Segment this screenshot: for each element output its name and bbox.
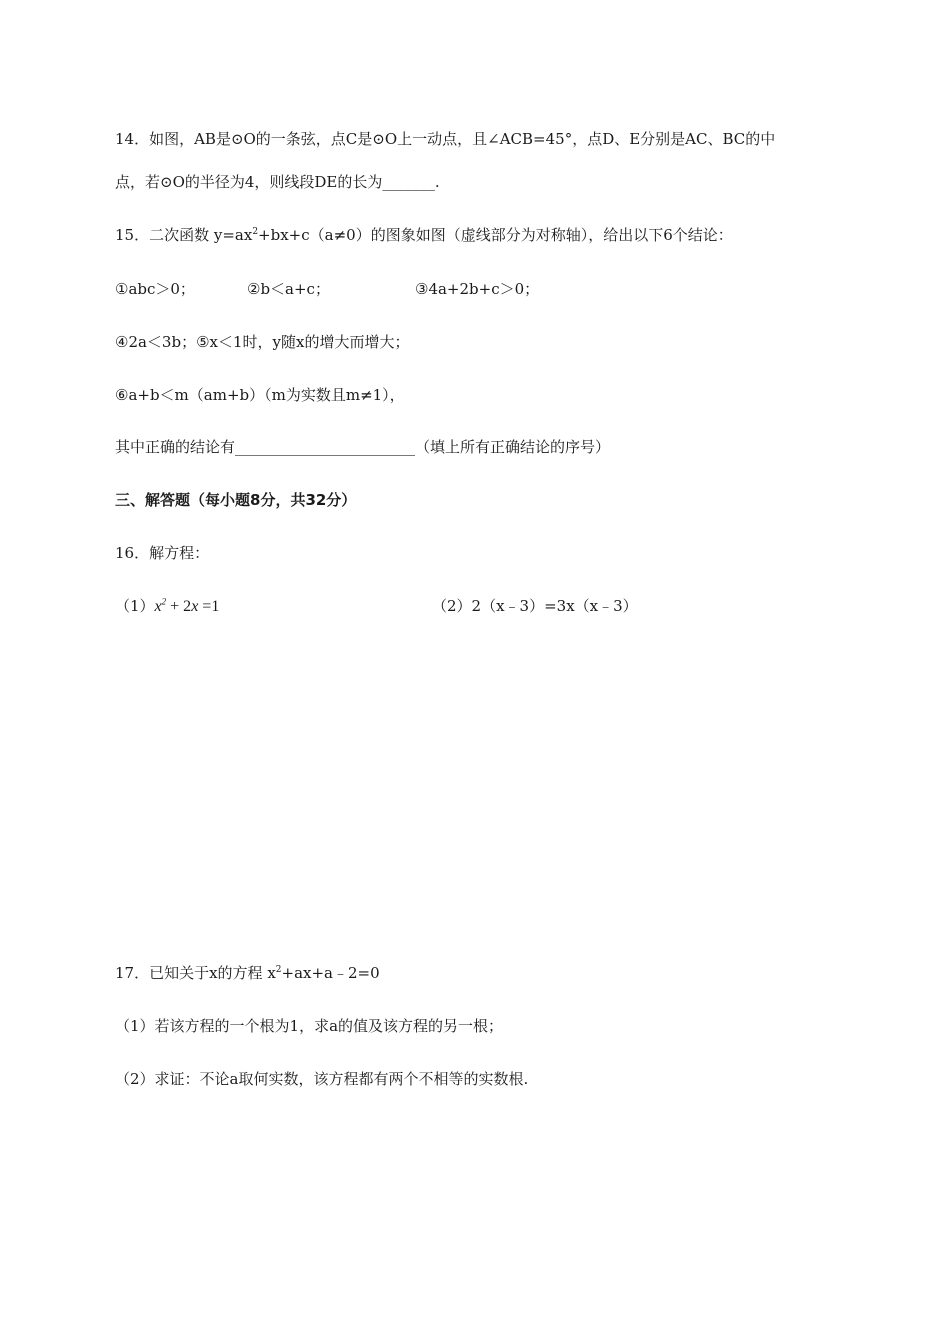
q17-stem-sup: 2 <box>275 965 282 975</box>
q17-part1: （1）若该方程的一个根为1，求a的值及该方程的另一根； <box>115 1017 504 1035</box>
q15-stem-post: +bx+c（a≠0）的图象如图（虚线部分为对称轴），给出以下6个结论： <box>258 226 733 244</box>
q15-stem <box>115 225 733 245</box>
q16-part1-plus-term: + 2 <box>166 598 192 615</box>
q17-stem-post: +ax+a﹣2=0 <box>281 964 380 982</box>
q16-part1-equation <box>155 598 220 615</box>
q14-line2: 点，若⊙O的半径为4，则线段DE的长为_______. <box>115 173 440 191</box>
q15-stem-sup: 2 <box>252 227 259 237</box>
q15-conclusion-3: ③4a+2b+c＞0； <box>415 280 540 298</box>
q16-part2: （2）2（x﹣3）=3x（x﹣3） <box>432 597 638 615</box>
q15-conclusion-1: ①abc＞0； <box>115 280 195 298</box>
q16-part1-label: （1） <box>115 597 155 615</box>
q16-part1 <box>115 596 219 617</box>
q16-part1-var-x: x <box>154 598 162 615</box>
q16-part1-var-x2: x <box>191 598 199 615</box>
q16-title: 16．解方程： <box>115 544 210 562</box>
q15-conclusion-4-5: ④2a＜3b；⑤x＜1时，y随x的增大而增大； <box>115 333 410 351</box>
q15-conclusion-6: ⑥a+b＜m（am+b）（m为实数且m≠1）， <box>115 386 405 404</box>
q16-part1-rhs: =1 <box>198 598 220 615</box>
q15-answer-line: 其中正确的结论有________________________（填上所有正确结论的序号） <box>115 438 611 456</box>
q15-conclusion-2: ②b＜a+c； <box>247 280 330 298</box>
q17-part2: （2）求证：不论a取何实数，该方程都有两个不相等的实数根. <box>115 1070 529 1088</box>
q17-stem-pre: 17．已知关于x的方程 x <box>115 964 276 982</box>
q16-part1-exponent: 2 <box>161 596 167 607</box>
section-3-title: 三、解答题（每小题8分，共32分） <box>115 491 357 509</box>
q14-line1: 14．如图，AB是⊙O的一条弦，点C是⊙O上一动点，且∠ACB=45°，点D、E分别是AC、BC的中 <box>115 130 776 148</box>
q17-stem <box>115 963 380 983</box>
q15-stem-pre: 15．二次函数 y=ax <box>115 226 253 244</box>
